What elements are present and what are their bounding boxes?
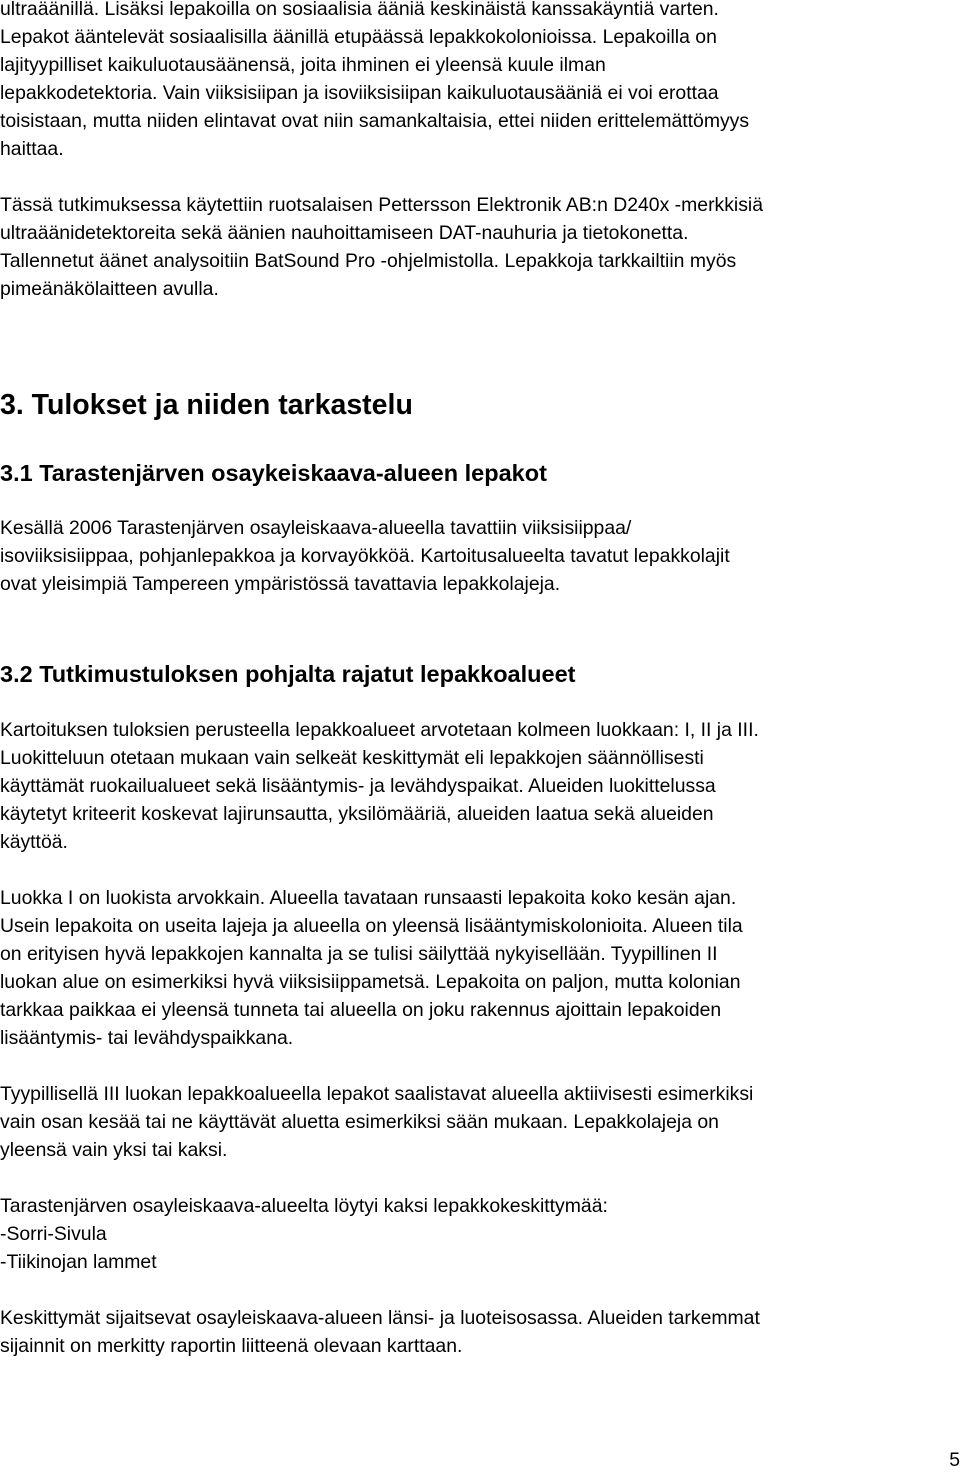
intro-line: lepakkodetektoria. Vain viiksisiipan ja isoviiksisiipan kaikuluotausääniä ei voi erottaa — [0, 82, 719, 104]
section-3-2-heading: 3.2 Tutkimustuloksen pohjalta rajatut lepakkoalueet — [0, 661, 576, 687]
methods-line: pimeänäkölaitteen avulla. — [0, 278, 219, 300]
methods-line: Tallennetut äänet analysoitiin BatSound Pro -ohjelmistolla. Lepakkoja tarkkailtiin myös — [0, 250, 737, 272]
section-3-2-p1-line: käyttöä. — [0, 831, 68, 853]
section-3-2-p3-line: Tyypillisellä III luokan lepakkoalueella lepakot saalistavat alueella aktiivisesti esimerkiksi — [0, 1083, 754, 1105]
section-3-heading: 3. Tulokset ja niiden tarkastelu — [0, 389, 413, 421]
location-list-item: -Sorri-Sivula — [0, 1223, 107, 1245]
section-3-2-p2-line: Luokka I on luokista arvokkain. Alueella tavataan runsaasti lepakoita koko kesän ajan. — [0, 887, 737, 909]
section-3-2-p5-line: Keskittymät sijaitsevat osayleiskaava-alueen länsi- ja luoteisosassa. Alueiden tarkemmat — [0, 1307, 760, 1329]
section-3-2-p5-line: sijainnit on merkitty raportin liitteenä olevaan karttaan. — [0, 1335, 463, 1357]
section-3-2-p2-line: Usein lepakoita on useita lajeja ja alueella on yleensä lisääntymiskolonioita. Alueen tila — [0, 915, 743, 937]
section-3-1-heading: 3.1 Tarastenjärven osaykeiskaava-alueen lepakot — [0, 460, 547, 486]
section-3-2-p2-line: luokan alue on esimerkiksi hyvä viiksisiippametsä. Lepakoita on paljon, mutta kolonian — [0, 971, 741, 993]
intro-line: ultraäänillä. Lisäksi lepakoilla on sosiaalisia ääniä keskinäistä kanssakäyntiä varten. — [0, 0, 719, 20]
intro-line: toisistaan, mutta niiden elintavat ovat niin samankaltaisia, ettei niiden erittelemättömyys — [0, 110, 750, 132]
intro-line: lajityypilliset kaikuluotausäänensä, joita ihminen ei yleensä kuule ilman — [0, 54, 606, 76]
section-3-2-p2-line: lisääntymis- tai levähdyspaikkana. — [0, 1027, 294, 1049]
section-3-2-p2-line: on erityisen hyvä lepakkojen kannalta ja se tulisi säilyttää nykyisellään. Tyypillinen II — [0, 943, 718, 965]
section-3-2-p3-line: yleensä vain yksi tai kaksi. — [0, 1139, 228, 1161]
section-3-1-line: Kesällä 2006 Tarastenjärven osayleiskaava-alueella tavattiin viiksisiippaa/ — [0, 517, 632, 539]
intro-line: Lepakot ääntelevät sosiaalisilla äänillä etupäässä lepakkokolonioissa. Lepakoilla on — [0, 26, 717, 48]
section-3-1-line: isoviiksisiippaa, pohjanlepakkoa ja korvayökköä. Kartoitusalueelta tavatut lepakkolajit — [0, 545, 730, 567]
methods-line: Tässä tutkimuksessa käytettiin ruotsalaisen Pettersson Elektronik AB:n D240x -merkkisiä — [0, 194, 764, 216]
section-3-2-p4-line: Tarastenjärven osayleiskaava-alueelta löytyi kaksi lepakkokeskittymää: — [0, 1195, 608, 1217]
section-3-2-p1-line: Kartoituksen tuloksien perusteella lepakkoalueet arvotetaan kolmeen luokkaan: I, II ja III. — [0, 719, 759, 741]
section-3-2-p1-line: Luokitteluun otetaan mukaan vain selkeät keskittymät eli lepakkojen säännöllisesti — [0, 747, 704, 769]
intro-line: haittaa. — [0, 138, 64, 160]
section-3-2-p2-line: tarkkaa paikkaa ei yleensä tunneta tai alueella on joku rakennus ajoittain lepakoiden — [0, 999, 722, 1021]
location-list-item: -Tiikinojan lammet — [0, 1251, 157, 1273]
section-3-1-line: ovat yleisimpiä Tampereen ympäristössä tavattavia lepakkolajeja. — [0, 573, 561, 595]
methods-line: ultraäänidetektoreita sekä äänien nauhoittamiseen DAT-nauhuria ja tietokonetta. — [0, 222, 689, 244]
page-number: 5 — [949, 1449, 960, 1471]
section-3-2-p3-line: vain osan kesää tai ne käyttävät aluetta esimerkiksi sään mukaan. Lepakkolajeja on — [0, 1111, 719, 1133]
section-3-2-p1-line: käyttämät ruokailualueet sekä lisääntymis- ja levähdyspaikat. Alueiden luokittelussa — [0, 775, 716, 797]
section-3-2-p1-line: käytetyt kriteerit koskevat lajirunsautta, yksilömääriä, alueiden laatua sekä alueiden — [0, 803, 714, 825]
